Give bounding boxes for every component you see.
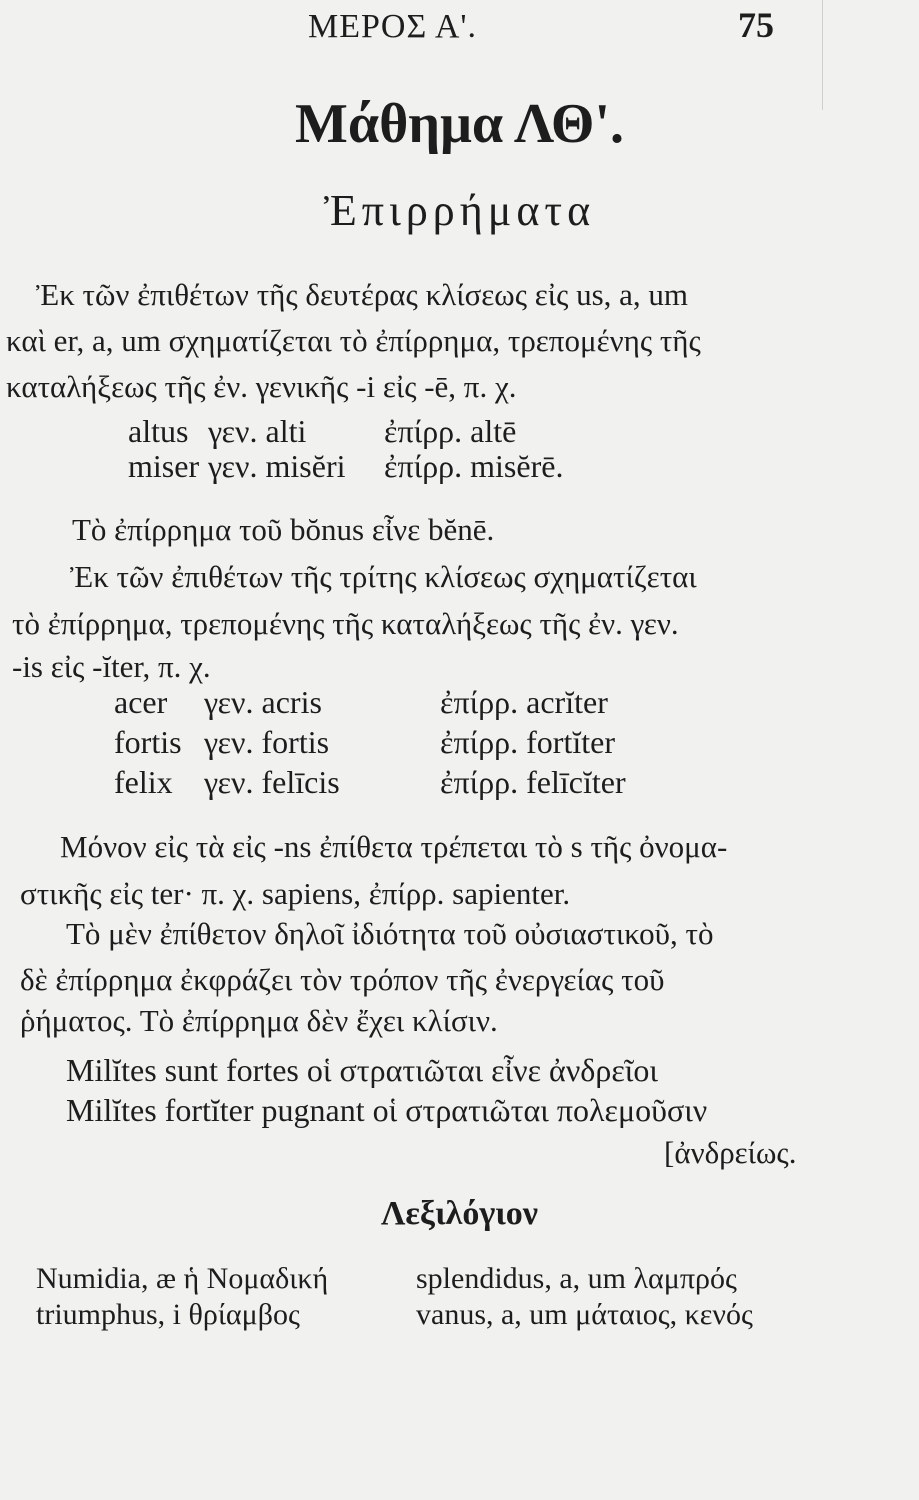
para2-line-1: Ἐκ τῶν ἐπιθέτων τῆς τρίτης κλίσεως σχηματίζεται bbox=[70, 559, 697, 594]
vocab-right-1: splendidus, a, um λαμπρός bbox=[416, 1262, 737, 1295]
example2-adv: ἐπίρρ. misĕrē. bbox=[384, 448, 564, 484]
para1-line-3: καταλήξεως τῆς ἐν. γενικῆς -i εἰς -ē, π. χ. bbox=[6, 369, 517, 404]
example4-adv: ἐπίρρ. fortĭter bbox=[440, 724, 615, 760]
example3-word: acer bbox=[114, 684, 168, 720]
example3-gen: γεν. acris bbox=[204, 684, 322, 720]
example1-gen: γεν. alti bbox=[208, 413, 307, 449]
para3-line-1: Μόνον εἰς τὰ εἰς -ns ἐπίθετα τρέπεται τὸ s τῆς ὀνομα- bbox=[60, 829, 728, 864]
example5-adv: ἐπίρρ. felīcĭter bbox=[440, 764, 626, 800]
para4-line-1: Τὸ μὲν ἐπίθετον δηλοῖ ἰδιότητα τοῦ οὐσιαστικοῦ, τὸ bbox=[66, 916, 714, 951]
vocab-title: Λεξιλόγιον bbox=[381, 1195, 538, 1232]
page-number: 75 bbox=[738, 5, 774, 45]
para3-line-2: στικῆς εἰς ter· π. χ. sapiens, ἐπίρρ. sapienter. bbox=[20, 876, 571, 911]
para1-line-2: καὶ er, a, um σχηματίζεται τὸ ἐπίρρημα, τρεπομένης τῆς bbox=[6, 323, 701, 358]
sentence-2: Milĭtes fortĭter pugnant οἱ στρατιῶται πολεμοῦσιν bbox=[66, 1092, 708, 1128]
para2-line-3: -is εἰς -ĭter, π. χ. bbox=[12, 649, 211, 684]
example4-gen: γεν. fortis bbox=[204, 724, 330, 760]
example4-word: fortis bbox=[114, 724, 182, 760]
vocab-left-2: triumphus, i θρίαμβος bbox=[36, 1298, 300, 1331]
example1-adv: ἐπίρρ. altē bbox=[384, 413, 517, 449]
para1-line-1: Ἐκ τῶν ἐπιθέτων τῆς δευτέρας κλίσεως εἰς us, a, um bbox=[36, 277, 689, 312]
para2-line-2: τὸ ἐπίρρημα, τρεπομένης τῆς καταλήξεως τῆς ἐν. γεν. bbox=[12, 606, 679, 641]
example3-adv: ἐπίρρ. acrĭter bbox=[440, 684, 608, 720]
lesson-title: Μάθημα ΛΘ'. bbox=[294, 93, 625, 155]
example2-gen: γεν. misĕri bbox=[208, 448, 346, 484]
example2-word: miser bbox=[128, 448, 200, 484]
section-title: Ἐπιρρήματα bbox=[323, 186, 596, 235]
vocab-right-2: vanus, a, um μάταιος, κενός bbox=[416, 1298, 753, 1331]
para4-line-2: δὲ ἐπίρρημα ἐκφράζει τὸν τρόπον τῆς ἐνεργείας τοῦ bbox=[20, 962, 665, 997]
bonus-line: Τὸ ἐπίρρημα τοῦ bŏnus εἶνε bĕnē. bbox=[72, 512, 495, 547]
example5-word: felix bbox=[114, 764, 173, 800]
bracket-word: [ἀνδρείως. bbox=[664, 1135, 797, 1170]
example1-word: altus bbox=[128, 413, 189, 449]
sentence-1: Milĭtes sunt fortes οἱ στρατιῶται εἶνε ἀνδρεῖοι bbox=[66, 1052, 658, 1088]
vocab-left-1: Numidia, æ ἡ Νομαδική bbox=[36, 1262, 329, 1295]
running-head: ΜΕΡΟΣ Α'. bbox=[308, 8, 478, 45]
para4-line-3: ῥήματος. Τὸ ἐπίρρημα δὲν ἔχει κλίσιν. bbox=[20, 1003, 498, 1038]
example5-gen: γεν. felīcis bbox=[204, 764, 340, 800]
